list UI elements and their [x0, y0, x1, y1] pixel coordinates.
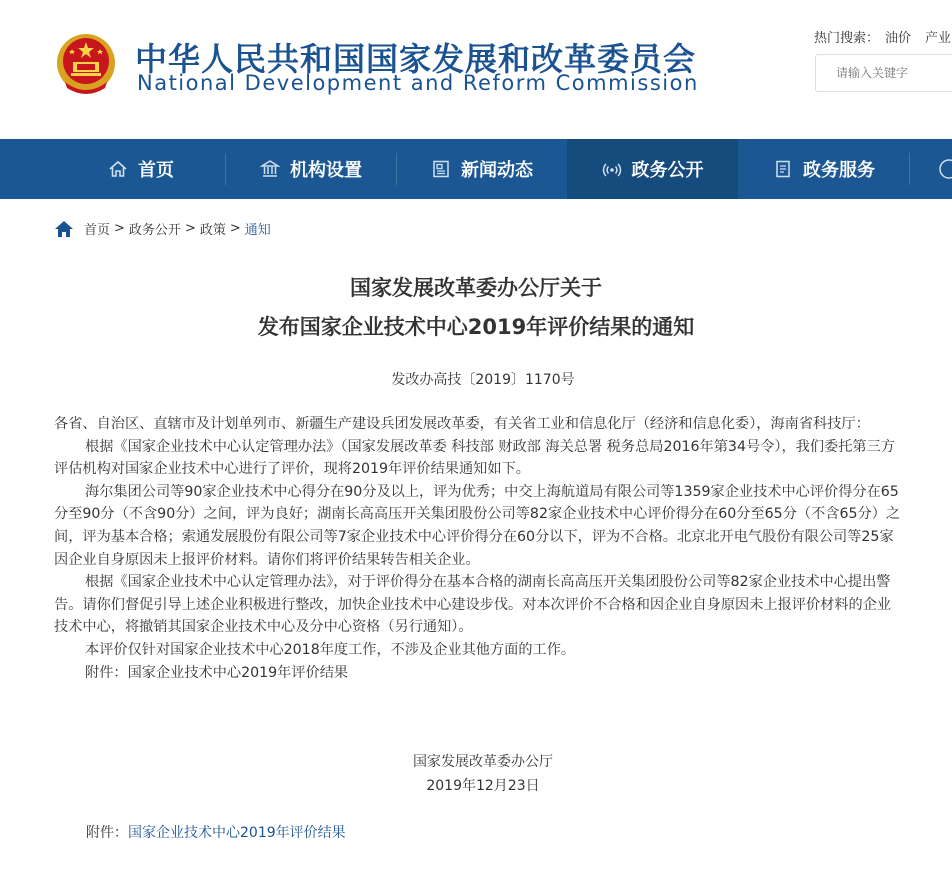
broadcast-icon	[602, 159, 622, 179]
attachment	[86, 822, 346, 842]
article-paragraph: 根据《国家企业技术中心认定管理办法》（国家发展改革委 科技部 财政部 海关总署 税务总局2016年第34号令），我们委托第三方评估机构对国家企业技术中心进行了评价，现将2019年评价结果通知如下。	[54, 438, 895, 478]
site-header	[0, 0, 952, 139]
nav-divider	[909, 153, 910, 185]
document-number: 发改办高技〔2019〕1170号	[391, 372, 575, 388]
article-body	[54, 413, 904, 684]
nav-item-services[interactable]	[739, 139, 909, 199]
hot-search	[814, 27, 951, 46]
nav-item-institution[interactable]	[226, 139, 396, 199]
search-input[interactable]	[815, 54, 952, 92]
article-title-line1: 国家发展改革委办公厅关于	[350, 276, 602, 300]
hot-keyword-industry[interactable]: 产业	[925, 31, 952, 46]
breadcrumb-home[interactable]: 首页	[84, 223, 111, 238]
nav-label-home: 首页	[138, 160, 174, 181]
nav-item-news[interactable]	[397, 139, 567, 199]
site-title-en[interactable]: National Development and Reform Commission	[137, 71, 699, 95]
nav-label-news: 新闻动态	[461, 160, 533, 181]
article-paragraph: 附件：国家企业技术中心2019年评价结果	[85, 664, 349, 681]
home-icon	[108, 159, 128, 179]
breadcrumb-separator: >	[114, 221, 125, 236]
article-title-line2: 发布国家企业技术中心2019年评价结果的通知	[257, 315, 695, 339]
article-paragraph: 根据《国家企业技术中心认定管理办法》，对于评价得分在基本合格的湖南长高高压开关集团股份公司等82家企业技术中心提出警告。请你们督促引导上述企业积极进行整改，加快企业技术中心建设步伐。对本次评价不合格和因企业自身原因未上报评价材料的企业技术中心，将撤销其国家企业技术中心及分中心资格（另行通知）。	[54, 574, 892, 636]
institution-icon	[260, 159, 280, 179]
news-icon	[431, 159, 451, 179]
nav-label-government-affairs: 政务公开	[631, 160, 704, 181]
breadcrumb-government-affairs[interactable]: 政务公开	[128, 223, 181, 238]
national-emblem-icon	[55, 32, 117, 96]
nav-label-services: 政务服务	[803, 160, 875, 181]
home-icon[interactable]	[54, 220, 74, 238]
breadcrumb-notice[interactable]: 通知	[244, 223, 271, 238]
nav-item-government-affairs[interactable]	[567, 139, 738, 199]
attachment-label: 附件：	[86, 825, 128, 841]
site-title-cn[interactable]: 中华人民共和国国家发展和改革委员会	[135, 40, 697, 78]
nav-label-institution: 机构设置	[290, 160, 362, 181]
breadcrumb-policy[interactable]: 政策	[199, 223, 226, 238]
document-icon	[773, 159, 793, 179]
more-icon[interactable]	[938, 158, 952, 180]
nav-item-home[interactable]	[57, 139, 225, 199]
article-paragraph: 海尔集团公司等90家企业技术中心得分在90分及以上，评为优秀；中交上海航道局有限公司等1359家企业技术中心评价得分在65分至90分（不含90分）之间，评为良好；湖南长高高压开关集团股份公司等82家企业技术中心评价得分在60分至65分（不含65分）之间，评为基本合格；索通发展股份有限公司等7家企业技术中心评价得分在60分以下，评为不合格。北京北开电气股份有限公司等25家因企业自身原因未上报评价材料。请你们将评价结果转告相关企业。	[54, 483, 901, 568]
hot-keyword-oil[interactable]: 油价	[885, 31, 912, 46]
breadcrumb-separator: >	[229, 221, 241, 236]
main-nav	[0, 139, 952, 199]
breadcrumb-separator: >	[184, 221, 196, 236]
signature-date: 2019年12月23日	[426, 778, 540, 794]
breadcrumb	[54, 219, 275, 238]
attachment-link[interactable]: 国家企业技术中心2019年评价结果	[128, 825, 346, 841]
article-paragraph: 各省、自治区、直辖市及计划单列市、新疆生产建设兵团发展改革委，有关省工业和信息化厅（经济和信息化委），海南省科技厅：	[54, 416, 870, 432]
hot-search-label: 热门搜索：	[814, 31, 880, 46]
signature: 国家发展改革委办公厅	[413, 754, 553, 770]
article-paragraph: 本评价仅针对国家企业技术中心2018年度工作，不涉及企业其他方面的工作。	[85, 641, 576, 658]
